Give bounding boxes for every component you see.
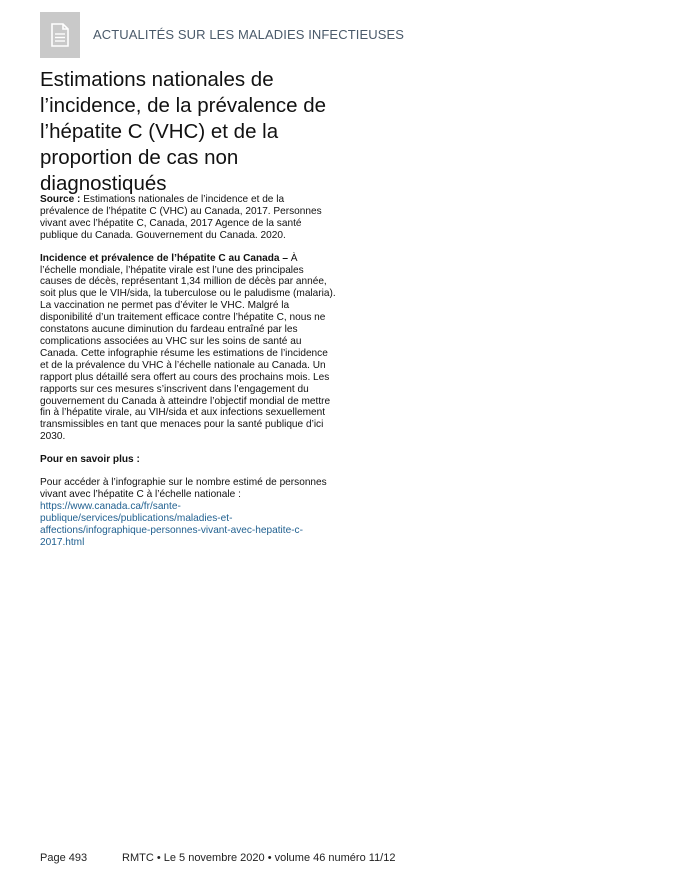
header-icon-box bbox=[40, 12, 80, 58]
infographic-link[interactable]: https://www.canada.ca/fr/sante-publique/services/publications/maladies-et-affections/infographique-personnes-vivant-avec-hepatite-c-2017.html bbox=[40, 500, 303, 548]
document-icon bbox=[50, 23, 70, 47]
article-body bbox=[40, 194, 336, 559]
lead-label: Incidence et prévalence de l’hépatite C au Canada – bbox=[40, 252, 288, 264]
source-paragraph bbox=[40, 194, 336, 242]
more-paragraph bbox=[40, 477, 336, 548]
more-heading bbox=[40, 454, 336, 466]
section-label: ACTUALITÉS SUR LES MALADIES INFECTIEUSES bbox=[93, 27, 405, 42]
source-label: Source : bbox=[40, 194, 81, 205]
lead-paragraph bbox=[40, 253, 336, 444]
page-footer bbox=[40, 852, 395, 864]
article-title: Estimations nationales de l’incidence, de la prévalence de l’hépatite C (VHC) et de la proportion de cas non diagnostiqués bbox=[40, 68, 327, 195]
more-heading-text: Pour en savoir plus : bbox=[40, 454, 140, 466]
source-text: Estimations nationales de l’incidence et de la prévalence de l’hépatite C (VHC) au Canada, 2017. Personnes vivant avec l’hépatite C, Canada, 2017 Agence de la santé publique du Canada. Gouvernement du Canada. 2020. bbox=[40, 194, 322, 241]
more-text: Pour accéder à l’infographie sur le nombre estimé de personnes vivant avec l’hépatite C à l’échelle nationale : bbox=[40, 477, 327, 500]
lead-text: À l’échelle mondiale, l’hépatite virale est l’une des principales causes de décès, représentant 1,34 million de décès par année, soit plus que le VIH/sida, la tuberculose ou le paludisme (malaria). La vaccination ne permet pas d’éviter le VHC. Malgré la disponibilité d’un traitement efficace contre l’hépatite C, nous ne constatons aucune diminution du fardeau entraîné par les complications associées au VHC sur les soins de santé au Canada. Cette infographie résume les estimations de l’incidence et de la prévalence du VHC à l’échelle nationale au Canada. Un rapport plus détaillé sera offert au cours des prochains mois. Les rapports sur ces mesures s’inscrivent dans l’engagement du gouvernement du Canada à atteindre l’objectif mondial de mettre fin à l’hépatite virale, au VIH/sida et aux infections sexuellement transmissibles en tant que menaces pour la santé publique d’ici 2030. bbox=[40, 252, 336, 443]
footer-citation: RMTC • Le 5 novembre 2020 • volume 46 numéro 11/12 bbox=[122, 852, 396, 864]
page-number: Page 493 bbox=[40, 852, 88, 864]
